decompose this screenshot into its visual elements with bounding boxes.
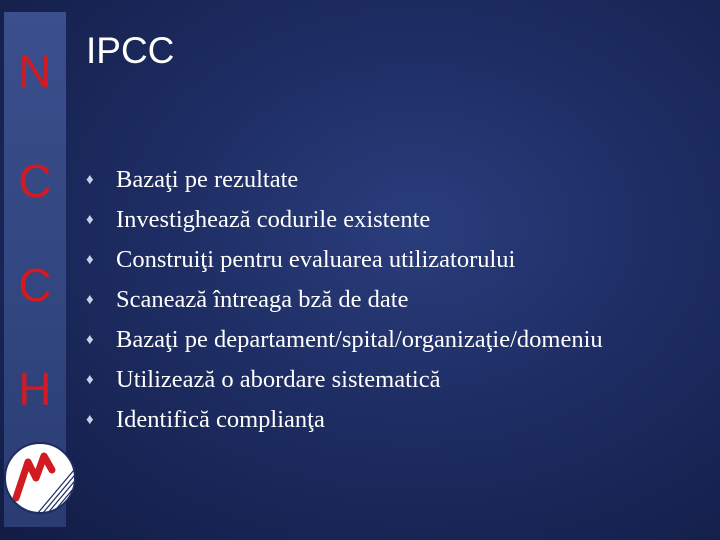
diamond-bullet-icon: ♦	[86, 291, 94, 308]
bullet-item	[84, 320, 603, 360]
bullet-text: Utilizează o abordare sistematică	[116, 366, 441, 393]
bullet-text: Identifică complianţa	[116, 406, 325, 433]
nchc-logo-icon	[2, 440, 78, 516]
diamond-bullet-icon: ♦	[86, 211, 94, 228]
side-letter-n: N	[18, 45, 52, 97]
bullet-list	[84, 160, 603, 440]
bullet-item	[84, 280, 603, 320]
slide-title: IPCC	[86, 30, 175, 71]
bullet-text: Bazaţi pe rezultate	[116, 166, 299, 193]
bullet-text: Bazaţi pe departament/spital/organizaţie/domeniu	[116, 326, 603, 353]
side-letter-c-1: C	[18, 155, 52, 207]
bullet-item	[84, 360, 603, 400]
diamond-bullet-icon: ♦	[86, 171, 94, 188]
bullet-text: Scanează întreaga bză de date	[116, 286, 409, 313]
diamond-bullet-icon: ♦	[86, 251, 94, 268]
bullet-item	[84, 200, 603, 240]
bullet-item	[84, 400, 603, 440]
side-letter-c-2: C	[18, 259, 52, 311]
side-letter-h: H	[18, 363, 52, 415]
bullet-text: Construiţi pentru evaluarea utilizatorului	[116, 246, 516, 273]
diamond-bullet-icon: ♦	[86, 411, 94, 428]
bullet-text: Investighează codurile existente	[116, 206, 431, 233]
diamond-bullet-icon: ♦	[86, 331, 94, 348]
bullet-item	[84, 160, 603, 200]
diamond-bullet-icon: ♦	[86, 371, 94, 388]
bullet-item	[84, 240, 603, 280]
